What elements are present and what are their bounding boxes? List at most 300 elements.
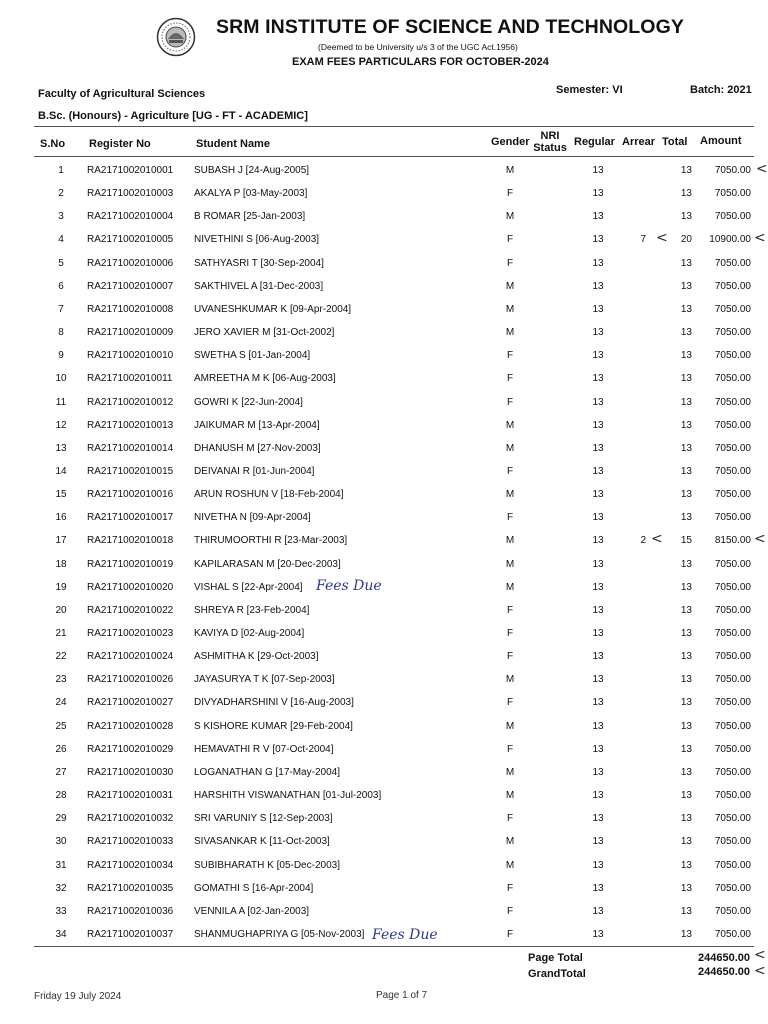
cell-register-no: RA2171002010024 [87, 651, 174, 663]
cell-student-name: NIVETHA N [09-Apr-2004] [194, 512, 311, 524]
batch-label: Batch: 2021 [690, 84, 752, 96]
col-register-no: Register No [89, 138, 151, 150]
cell-student-name: SAKTHIVEL A [31-Dec-2003] [194, 280, 324, 292]
col-sno: S.No [40, 138, 66, 150]
handwritten-fees-due-note: Fees Due [372, 927, 438, 943]
cell-amount: 7050.00 [714, 303, 751, 315]
table-bottom-divider [34, 946, 754, 947]
cell-sno: 24 [55, 697, 67, 709]
cell-gender: F [506, 743, 514, 755]
cell-total: 13 [680, 419, 692, 431]
cell-sno: 18 [55, 558, 67, 570]
cell-total: 13 [680, 790, 692, 801]
cell-register-no: RA2171002010036 [87, 905, 174, 917]
cell-sno: 34 [55, 928, 67, 940]
cell-total: 13 [680, 303, 692, 315]
cell-total: 13 [680, 651, 692, 663]
cell-regular: 13 [592, 766, 604, 778]
cell-gender: M [505, 535, 515, 547]
cell-regular: 13 [592, 651, 604, 663]
cell-gender: F [506, 813, 514, 825]
cell-register-no: RA2171002010030 [87, 766, 174, 778]
cell-amount: 7050.00 [714, 581, 751, 593]
handwritten-tick-mark: < [651, 531, 663, 548]
cell-regular: 13 [592, 280, 604, 292]
cell-gender: M [505, 836, 515, 848]
cell-gender: F [506, 512, 514, 524]
cell-gender: M [505, 442, 515, 454]
cell-sno: 11 [55, 396, 67, 408]
cell-student-name: SWETHA S [01-Jan-2004] [194, 350, 311, 362]
col-gender: Gender [491, 136, 530, 148]
cell-total: 13 [680, 604, 692, 616]
cell-amount: 7050.00 [714, 813, 751, 825]
cell-amount: 7050.00 [714, 905, 751, 917]
cell-total: 13 [680, 350, 692, 362]
cell-register-no: RA2171002010005 [87, 234, 174, 246]
cell-total: 13 [680, 766, 692, 778]
cell-sno: 7 [58, 303, 64, 315]
cell-amount: 7050.00 [714, 350, 751, 362]
cell-regular: 13 [592, 628, 604, 639]
cell-amount: 7050.00 [714, 465, 751, 477]
table-row [34, 229, 766, 252]
cell-gender: M [505, 303, 515, 315]
cell-total: 13 [680, 165, 692, 176]
cell-register-no: RA2171002010004 [87, 211, 174, 223]
cell-total: 13 [680, 512, 692, 524]
cell-register-no: RA2171002010037 [87, 928, 174, 940]
cell-register-no: RA2171002010014 [87, 442, 174, 454]
cell-student-name: SUBIBHARATH K [05-Dec-2003] [194, 859, 340, 871]
cell-regular: 13 [592, 558, 604, 570]
cell-gender: M [505, 165, 515, 176]
header-divider [34, 126, 754, 127]
cell-regular: 13 [592, 489, 604, 501]
cell-total: 13 [680, 720, 692, 732]
table-row [34, 600, 756, 623]
cell-amount: 7050.00 [714, 604, 751, 616]
cell-amount: 7050.00 [714, 743, 751, 755]
cell-register-no: RA2171002010033 [87, 836, 174, 848]
cell-regular: 13 [592, 257, 604, 269]
cell-gender: M [505, 790, 515, 801]
cell-sno: 10 [55, 373, 67, 385]
cell-amount: 7050.00 [714, 697, 751, 709]
cell-arrear: 7 [640, 234, 646, 246]
cell-total: 13 [680, 581, 692, 593]
table-row [34, 276, 756, 299]
table-row [34, 183, 756, 206]
cell-amount: 7050.00 [714, 928, 751, 940]
cell-total: 13 [680, 905, 692, 917]
cell-regular: 13 [592, 882, 604, 894]
cell-student-name: JAIKUMAR M [13-Apr-2004] [194, 419, 320, 431]
cell-sno: 1 [58, 165, 64, 176]
table-row [34, 855, 756, 878]
cell-amount: 7050.00 [714, 859, 751, 871]
table-row [34, 554, 756, 577]
cell-gender: M [505, 674, 515, 686]
cell-student-name: HARSHITH VISWANATHAN [01-Jul-2003] [194, 790, 382, 801]
cell-regular: 13 [592, 165, 604, 176]
cell-amount: 7050.00 [714, 396, 751, 408]
faculty-label: Faculty of Agricultural Sciences [38, 88, 206, 100]
cell-sno: 30 [55, 836, 67, 848]
cell-register-no: RA2171002010027 [87, 697, 174, 709]
cell-register-no: RA2171002010023 [87, 628, 174, 639]
cell-regular: 13 [592, 674, 604, 686]
cell-total: 13 [680, 327, 692, 338]
cell-student-name: GOWRI K [22-Jun-2004] [194, 396, 303, 408]
document-title: EXAM FEES PARTICULARS FOR OCTOBER-2024 [292, 56, 549, 68]
cell-total: 13 [680, 489, 692, 501]
cell-sno: 5 [58, 257, 64, 269]
cell-amount: 7050.00 [714, 674, 751, 686]
cell-sno: 15 [55, 489, 67, 501]
cell-regular: 13 [592, 581, 604, 593]
cell-student-name: VENNILA A [02-Jan-2003] [194, 905, 310, 917]
cell-gender: M [505, 280, 515, 292]
cell-student-name: ASHMITHA K [29-Oct-2003] [194, 651, 319, 663]
cell-student-name: SHANMUGHAPRIYA G [05-Nov-2003] [194, 928, 365, 940]
cell-amount: 7050.00 [714, 512, 751, 524]
handwritten-tick-mark: < [754, 963, 766, 979]
cell-amount: 7050.00 [714, 165, 751, 176]
cell-regular: 13 [592, 303, 604, 315]
cell-gender: M [505, 558, 515, 570]
cell-student-name: KAVIYA D [02-Aug-2004] [194, 628, 305, 639]
cell-amount: 7050.00 [714, 766, 751, 778]
cell-register-no: RA2171002010013 [87, 419, 174, 431]
cell-regular: 13 [592, 465, 604, 477]
cell-sno: 33 [55, 905, 67, 917]
cell-register-no: RA2171002010003 [87, 188, 174, 200]
cell-total: 13 [680, 859, 692, 871]
col-nri-line1: NRI [540, 130, 560, 142]
cell-total: 13 [680, 257, 692, 269]
cell-total: 13 [680, 373, 692, 385]
cell-student-name: AMREETHA M K [06-Aug-2003] [194, 373, 336, 385]
cell-register-no: RA2171002010010 [87, 350, 174, 362]
cell-regular: 13 [592, 234, 604, 246]
cell-student-name: HEMAVATHI R V [07-Oct-2004] [194, 743, 334, 755]
cell-gender: F [506, 350, 514, 362]
cell-register-no: RA2171002010019 [87, 558, 174, 570]
cell-amount: 7050.00 [714, 651, 751, 663]
cell-amount: 7050.00 [714, 628, 751, 639]
handwritten-tick-mark: < [756, 161, 768, 177]
cell-total: 13 [680, 442, 692, 454]
cell-regular: 13 [592, 419, 604, 431]
cell-regular: 13 [592, 928, 604, 940]
cell-gender: F [506, 396, 514, 408]
cell-amount: 7050.00 [714, 442, 751, 454]
cell-sno: 22 [55, 651, 67, 663]
cell-total: 13 [680, 928, 692, 940]
cell-amount: 7050.00 [714, 373, 751, 385]
cell-gender: F [506, 604, 514, 616]
handwritten-tick-mark: < [754, 947, 766, 963]
cell-register-no: RA2171002010015 [87, 465, 174, 477]
col-nri-line2: Status [533, 142, 567, 154]
cell-student-name: KAPILARASAN M [20-Dec-2003] [194, 558, 341, 570]
cell-sno: 20 [55, 604, 67, 616]
cell-amount: 7050.00 [714, 882, 751, 894]
cell-register-no: RA2171002010001 [87, 165, 174, 176]
table-row [34, 530, 766, 553]
table-row [34, 160, 768, 183]
semester-label: Semester: VI [556, 84, 623, 96]
cell-gender: M [505, 211, 515, 223]
table-row [34, 878, 756, 901]
cell-gender: M [505, 859, 515, 871]
cell-total: 13 [680, 558, 692, 570]
cell-register-no: RA2171002010022 [87, 604, 174, 616]
cell-amount: 10900.00 [709, 234, 751, 246]
cell-sno: 21 [55, 628, 67, 639]
cell-student-name: SHREYA R [23-Feb-2004] [194, 604, 310, 616]
cell-sno: 8 [58, 327, 64, 338]
handwritten-tick-mark: < [754, 531, 766, 548]
table-row [34, 692, 756, 715]
print-date: Friday 19 July 2024 [34, 991, 122, 1002]
cell-amount: 8150.00 [714, 535, 751, 547]
cell-register-no: RA2171002010018 [87, 535, 174, 547]
cell-sno: 3 [58, 211, 64, 223]
table-row [34, 322, 756, 345]
cell-sno: 26 [55, 743, 67, 755]
col-total: Total [662, 136, 688, 148]
table-row [34, 206, 756, 229]
cell-total: 13 [680, 280, 692, 292]
cell-total: 13 [680, 628, 692, 639]
cell-regular: 13 [592, 327, 604, 338]
cell-register-no: RA2171002010028 [87, 720, 174, 732]
cell-regular: 13 [592, 396, 604, 408]
table-row [34, 415, 756, 438]
table-row [34, 461, 756, 484]
cell-amount: 7050.00 [714, 720, 751, 732]
cell-total: 13 [680, 836, 692, 848]
cell-amount: 7050.00 [714, 188, 751, 200]
cell-sno: 28 [55, 790, 67, 801]
cell-total: 13 [680, 211, 692, 223]
cell-register-no: RA2171002010017 [87, 512, 174, 524]
cell-sno: 9 [58, 350, 64, 362]
cell-student-name: SRI VARUNIY S [12-Sep-2003] [194, 813, 333, 825]
cell-student-name: LOGANATHAN G [17-May-2004] [194, 766, 340, 778]
cell-gender: M [505, 419, 515, 431]
cell-regular: 13 [592, 790, 604, 801]
cell-gender: F [506, 928, 514, 940]
cell-arrear: 2 [640, 535, 646, 547]
cell-student-name: JERO XAVIER M [31-Oct-2002] [194, 327, 335, 338]
cell-sno: 2 [58, 188, 64, 200]
cell-register-no: RA2171002010016 [87, 489, 174, 501]
cell-register-no: RA2171002010020 [87, 581, 174, 593]
cell-student-name: NIVETHINI S [06-Aug-2003] [194, 234, 320, 246]
cell-amount: 7050.00 [714, 489, 751, 501]
cell-register-no: RA2171002010029 [87, 743, 174, 755]
cell-sno: 19 [55, 581, 67, 593]
cell-total: 13 [680, 697, 692, 709]
cell-gender: M [505, 720, 515, 732]
table-row [34, 392, 756, 415]
cell-regular: 13 [592, 720, 604, 732]
cell-total: 13 [680, 188, 692, 200]
cell-student-name: S KISHORE KUMAR [29-Feb-2004] [194, 720, 353, 732]
cell-amount: 7050.00 [714, 836, 751, 848]
table-row [34, 507, 756, 530]
cell-register-no: RA2171002010006 [87, 257, 174, 269]
page-total-label: Page Total [528, 952, 583, 964]
cell-gender: F [506, 188, 514, 200]
cell-student-name: DIVYADHARSHINI V [16-Aug-2003] [194, 697, 354, 709]
cell-regular: 13 [592, 743, 604, 755]
page-total-value: 244650.00 [698, 952, 750, 964]
handwritten-tick-mark: < [754, 230, 766, 247]
table-row [34, 762, 756, 785]
table-row [34, 253, 756, 276]
cell-sno: 13 [55, 442, 67, 454]
cell-sno: 23 [55, 674, 67, 686]
table-row [34, 623, 756, 646]
program-label: B.Sc. (Honours) - Agriculture [UG - FT - ACADEMIC] [38, 110, 308, 122]
cell-register-no: RA2171002010011 [87, 373, 173, 385]
cell-regular: 13 [592, 188, 604, 200]
handwritten-fees-due-note: Fees Due [316, 578, 382, 594]
cell-gender: F [506, 373, 514, 385]
cell-gender: M [505, 581, 515, 593]
cell-total: 13 [680, 743, 692, 755]
cell-student-name: DHANUSH M [27-Nov-2003] [194, 442, 321, 454]
cell-gender: F [506, 882, 514, 894]
table-row [34, 345, 756, 368]
cell-amount: 7050.00 [714, 211, 751, 223]
cell-regular: 13 [592, 535, 604, 547]
cell-sno: 14 [55, 465, 67, 477]
cell-student-name: JAYASURYA T K [07-Sep-2003] [194, 674, 335, 686]
cell-gender: F [506, 697, 514, 709]
cell-student-name: SATHYASRI T [30-Sep-2004] [194, 257, 324, 269]
grand-total-value: 244650.00 [698, 966, 750, 978]
cell-gender: M [505, 489, 515, 501]
cell-regular: 13 [592, 373, 604, 385]
col-nri-status [532, 130, 568, 154]
cell-sno: 32 [55, 882, 67, 894]
cell-register-no: RA2171002010031 [87, 790, 174, 801]
cell-student-name: B ROMAR [25-Jan-2003] [194, 211, 306, 223]
cell-sno: 29 [55, 813, 67, 825]
table-row [34, 669, 756, 692]
cell-gender: F [506, 257, 514, 269]
table-row [34, 299, 756, 322]
cell-total: 13 [680, 465, 692, 477]
cell-register-no: RA2171002010035 [87, 882, 174, 894]
cell-sno: 6 [58, 280, 64, 292]
table-row [34, 646, 756, 669]
cell-regular: 13 [592, 604, 604, 616]
cell-regular: 13 [592, 512, 604, 524]
cell-total: 13 [680, 813, 692, 825]
institution-name: SRM INSTITUTE OF SCIENCE AND TECHNOLOGY [216, 16, 684, 38]
cell-sno: 17 [55, 535, 67, 547]
cell-gender: F [506, 465, 514, 477]
table-row [34, 716, 756, 739]
col-student-name: Student Name [196, 138, 270, 150]
table-row [34, 484, 756, 507]
cell-sno: 4 [58, 234, 64, 246]
cell-regular: 13 [592, 697, 604, 709]
table-row [34, 438, 756, 461]
table-row [34, 368, 756, 391]
table-row [34, 577, 756, 600]
cell-student-name: ARUN ROSHUN V [18-Feb-2004] [194, 489, 344, 501]
cell-register-no: RA2171002010007 [87, 280, 174, 292]
cell-amount: 7050.00 [714, 558, 751, 570]
cell-total: 13 [680, 674, 692, 686]
grand-total-label: GrandTotal [528, 968, 586, 980]
cell-sno: 16 [55, 512, 67, 524]
cell-gender: F [506, 628, 514, 639]
cell-student-name: GOMATHI S [16-Apr-2004] [194, 882, 314, 894]
cell-student-name: VISHAL S [22-Apr-2004] [194, 581, 303, 593]
cell-student-name: UVANESHKUMAR K [09-Apr-2004] [194, 303, 352, 315]
cell-regular: 13 [592, 859, 604, 871]
cell-total: 13 [680, 882, 692, 894]
cell-gender: F [506, 651, 514, 663]
cell-regular: 13 [592, 836, 604, 848]
deemed-university-note: (Deemed to be University u/s 3 of the UGC Act.1956) [318, 42, 518, 52]
cell-register-no: RA2171002010008 [87, 303, 174, 315]
cell-gender: F [506, 905, 514, 917]
cell-regular: 13 [592, 211, 604, 223]
cell-total: 15 [680, 535, 692, 547]
table-row [34, 808, 756, 831]
cell-amount: 7050.00 [714, 419, 751, 431]
table-row [34, 785, 756, 808]
cell-student-name: THIRUMOORTHI R [23-Mar-2003] [194, 535, 348, 547]
cell-amount: 7050.00 [714, 327, 751, 338]
table-header-divider [34, 156, 754, 157]
cell-student-name: DEIVANAI R [01-Jun-2004] [194, 465, 315, 477]
table-row [34, 901, 756, 924]
table-row [34, 831, 756, 854]
cell-regular: 13 [592, 905, 604, 917]
cell-regular: 13 [592, 442, 604, 454]
cell-sno: 12 [55, 419, 67, 431]
cell-sno: 27 [55, 766, 67, 778]
cell-student-name: AKALYA P [03-May-2003] [194, 188, 308, 200]
cell-register-no: RA2171002010009 [87, 327, 174, 338]
cell-total: 20 [680, 234, 692, 246]
cell-student-name: SUBASH J [24-Aug-2005] [194, 165, 310, 176]
col-amount: Amount [700, 135, 742, 147]
cell-gender: M [505, 766, 515, 778]
cell-amount: 7050.00 [714, 280, 751, 292]
cell-student-name: SIVASANKAR K [11-Oct-2003] [194, 836, 330, 848]
cell-gender: M [505, 327, 515, 338]
cell-register-no: RA2171002010032 [87, 813, 174, 825]
cell-register-no: RA2171002010012 [87, 396, 174, 408]
cell-register-no: RA2171002010034 [87, 859, 174, 871]
cell-register-no: RA2171002010026 [87, 674, 174, 686]
cell-gender: F [506, 234, 514, 246]
cell-amount: 7050.00 [714, 257, 751, 269]
cell-sno: 31 [55, 859, 67, 871]
cell-regular: 13 [592, 350, 604, 362]
